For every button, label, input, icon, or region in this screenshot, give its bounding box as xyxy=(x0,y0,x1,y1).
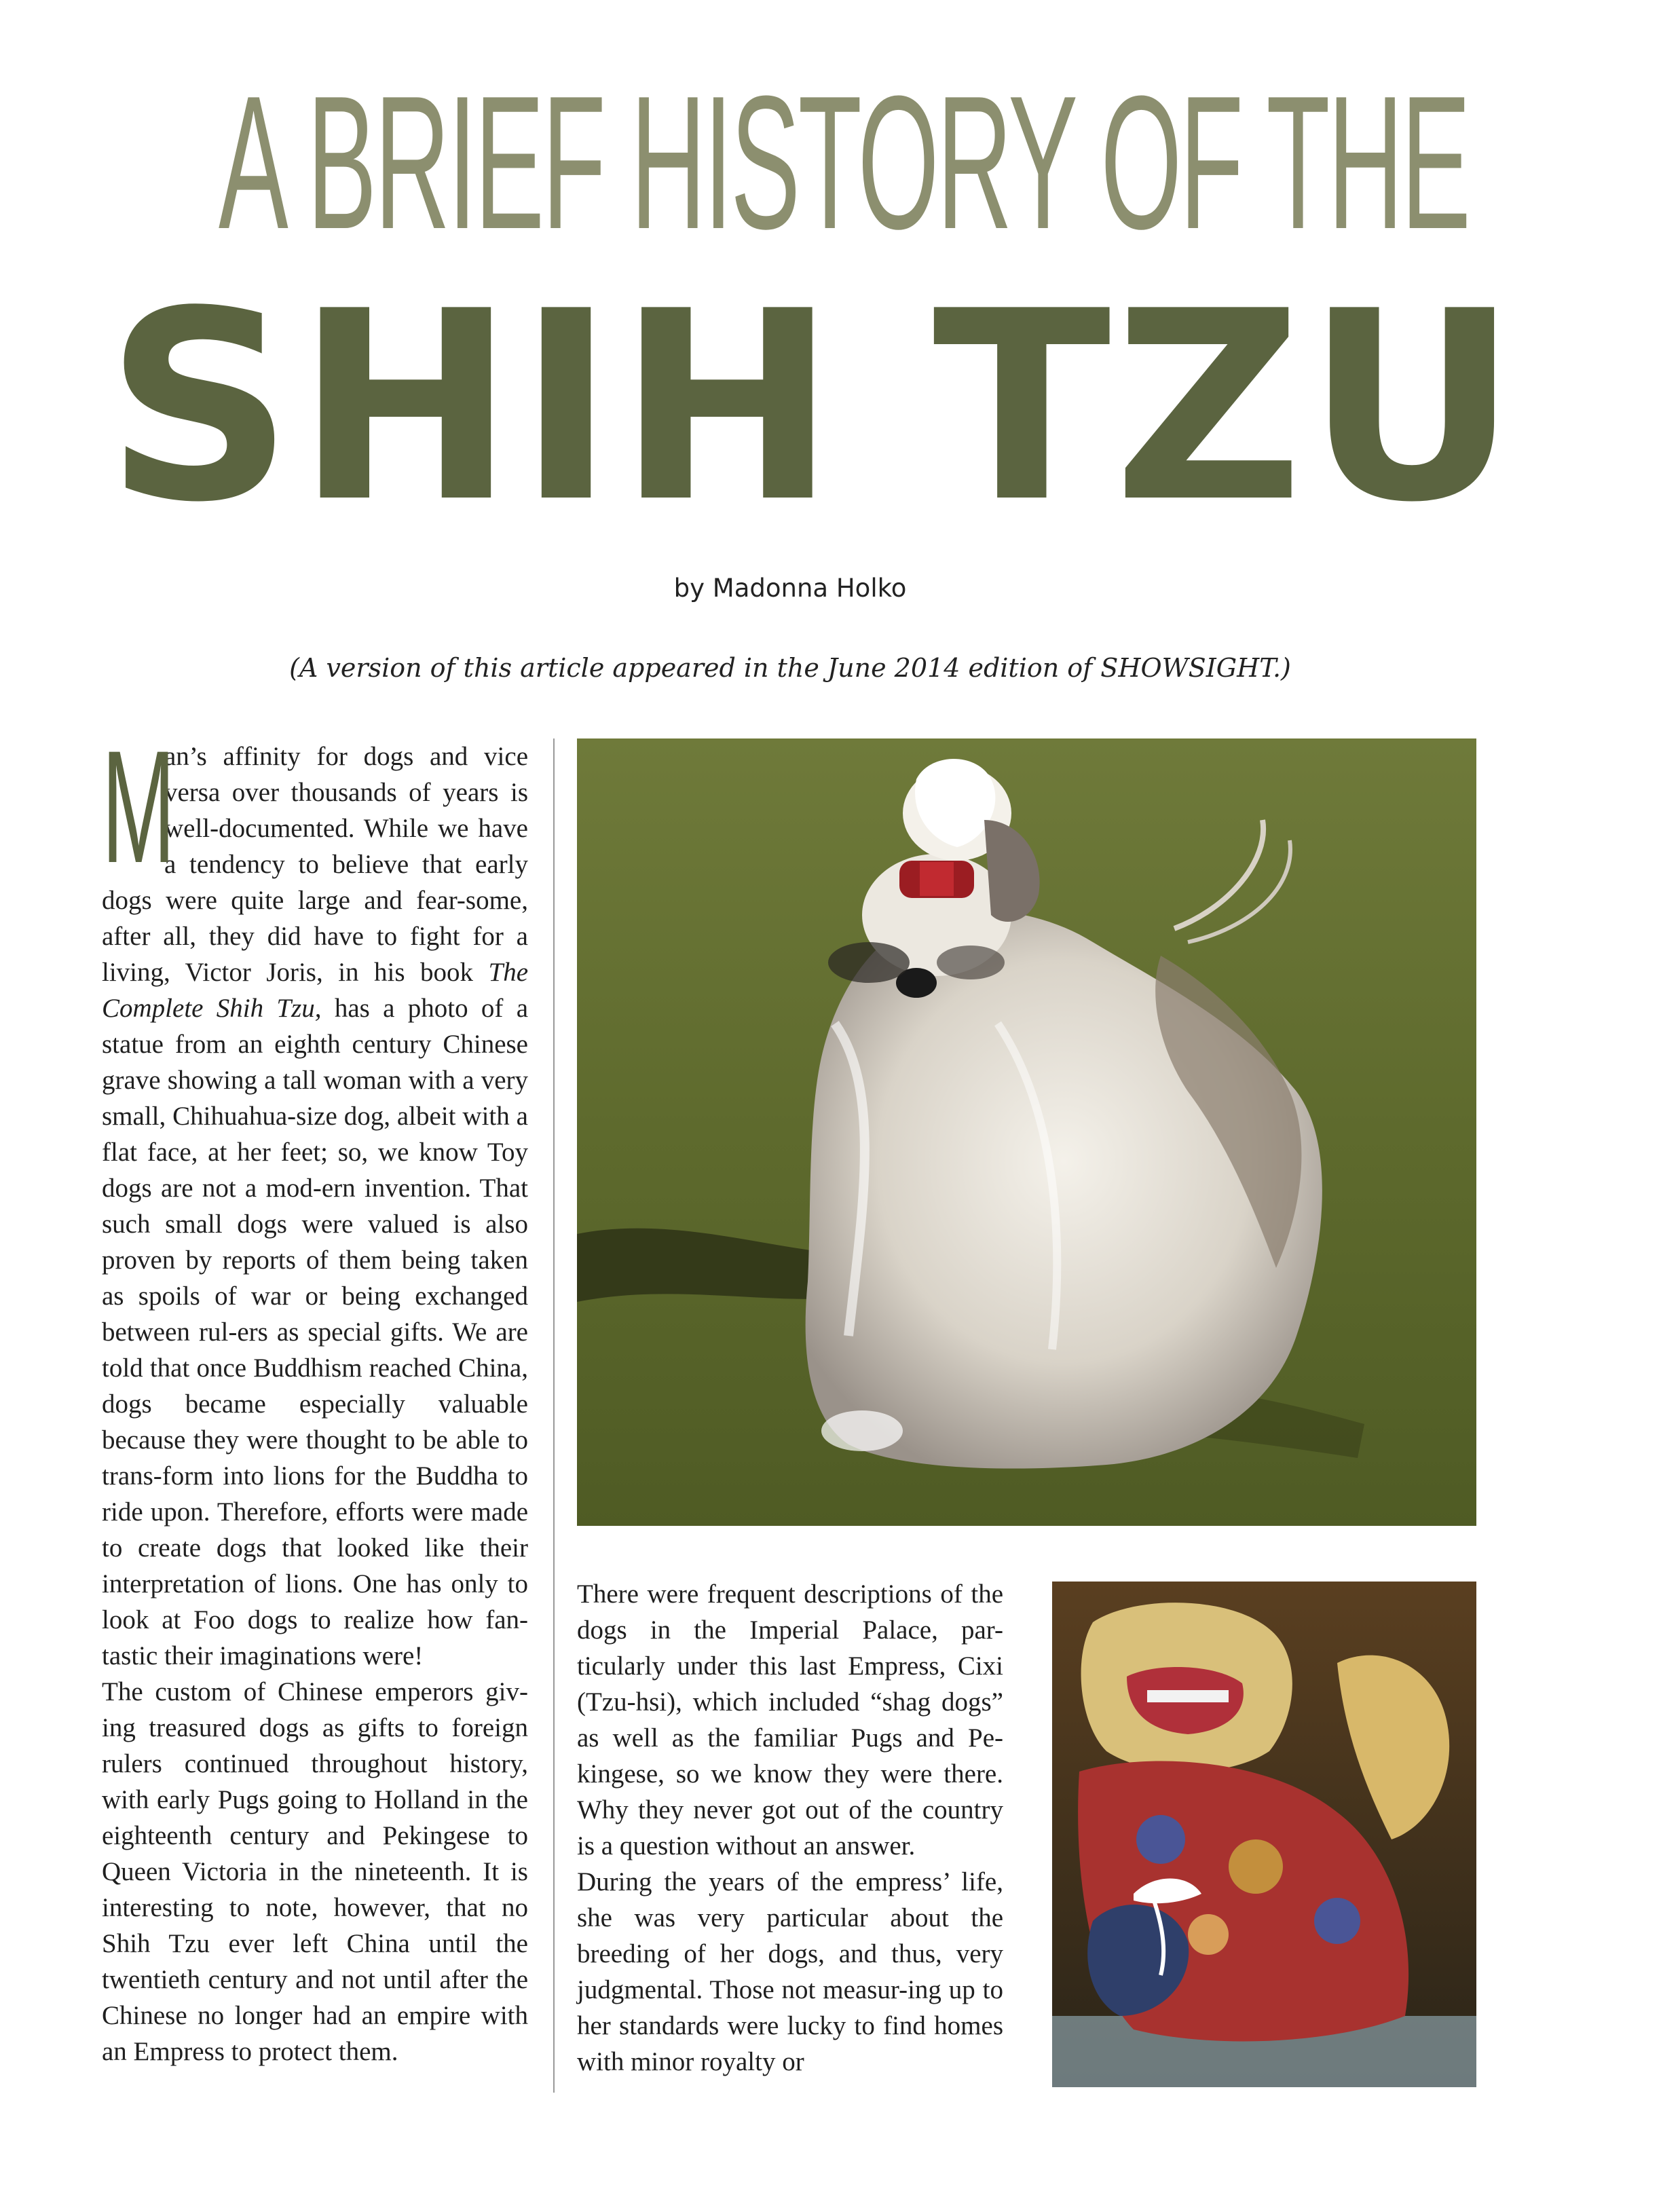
article-column-left xyxy=(102,717,529,2070)
byline: by Madonna Holko xyxy=(673,574,907,603)
publication-note: (A version of this article appeared in the June 2014 edition of SHOWSIGHT.) xyxy=(289,653,1291,683)
book-title: The Complete Shih Tzu, xyxy=(102,958,528,1023)
dropcap-box xyxy=(102,717,176,897)
shih-tzu-illustration xyxy=(577,738,1476,1526)
paragraph-empress: During the years of the empress’ life, she was very particular about the breeding of her dogs, and thus, very judgmental. Those not measur-ing up to her standards were lucky to find homes with minor royalty or xyxy=(577,1867,1003,2076)
shih-tzu-photo xyxy=(577,738,1476,1526)
title-kicker-wrap xyxy=(0,68,1680,258)
foo-dog-illustration xyxy=(1052,1582,1476,2087)
intro-rest-text: has a photo of a statue from an eighth century Chinese grave showing a tall woman with a very small, Chihuahua-size dog, albeit with a flat face, at her feet; so, we know Toy dogs are not a mod-ern invention. That such small dogs were valued is also proven by reports of them being taken as spoils of war or being exchanged between rul-ers as special gifts. We are told that once Buddhism reached China, dogs became especially valuable because they were thought to be able to trans-form into lions for the Buddha to ride upon. Therefore, efforts were made to create dogs that looked like their interpretation of lions. One has only to look at Foo dogs to realize how fan-tastic their imaginations were! xyxy=(102,994,529,1670)
page-title: SHIH TZU xyxy=(105,255,1521,559)
dropcap: M xyxy=(102,717,176,897)
paragraph-custom: The custom of Chinese emperors giv-ing treasured dogs as gifts to foreign rulers continued throughout history, with early Pugs going to Holland in the eighteenth century and Pekingese to Queen Victoria in the nineteenth. It is interesting to note, however, that no Shih Tzu ever left China until the twentieth century and not until after the Chinese no longer had an empire with an Empress to protect them. xyxy=(102,1677,528,2066)
paragraph-imperial: There were frequent descriptions of the dogs in the Imperial Palace, par-ticularly under this last Empress, Cixi (Tzu-hsi), which included “shag dogs” as well as the familiar Pugs and Pe-kingese, so we know they were there. Why they never got out of the country is a question without an answer. xyxy=(577,1579,1003,1860)
intro-lead-text: an’s affinity for dogs and vice versa over thousands of years is well-documented. While we have a tendency to believe that early dogs were quite large and fear-some, after all, they did have to fight for a living, Victor Joris, in his book xyxy=(102,742,528,987)
column-divider xyxy=(553,738,555,2093)
foo-dog-photo xyxy=(1052,1582,1476,2087)
paragraph-intro xyxy=(102,717,529,1674)
article-column-right xyxy=(577,1576,1003,2080)
title-kicker: A BRIEF HISTORY OF THE xyxy=(219,68,1469,258)
